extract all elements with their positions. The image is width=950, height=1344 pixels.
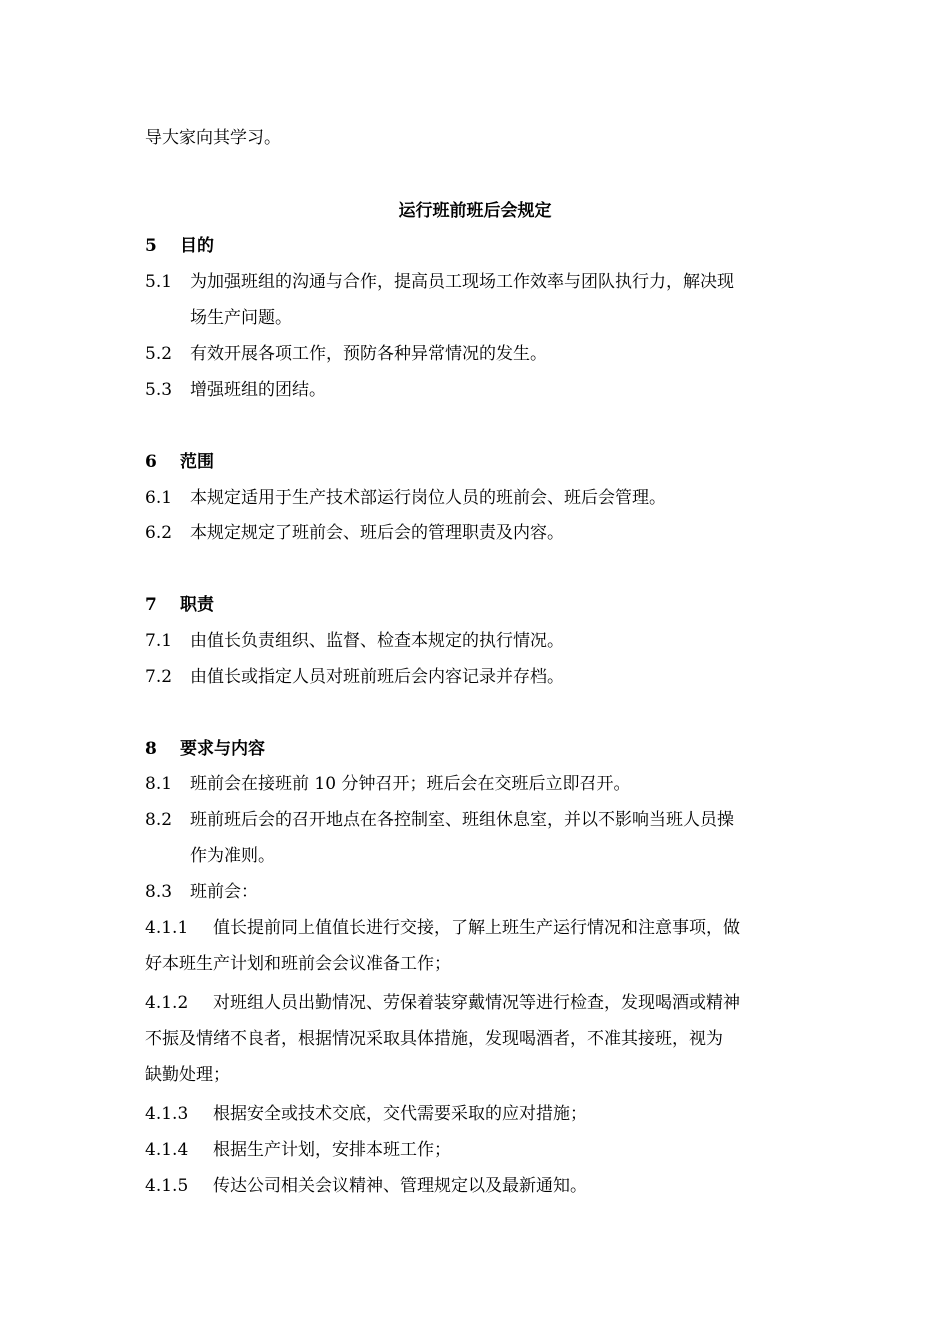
clause-number: 5.1: [145, 272, 173, 292]
clause-number: 8.2: [145, 810, 173, 830]
clause-text: 由值长或指定人员对班前班后会内容记录并存档。: [190, 667, 564, 687]
clause-number: 6.2: [145, 523, 173, 543]
subclause-number: 4.1.4: [145, 1140, 189, 1160]
clause-text: 由值长负责组织、监督、检查本规定的执行情况。: [190, 631, 564, 651]
clause-7-2: [145, 667, 564, 687]
subclause-number: 4.1.2: [145, 993, 189, 1013]
clause-text: 本规定适用于生产技术部运行岗位人员的班前会、班后会管理。: [190, 488, 666, 508]
section-5-heading: [145, 236, 214, 256]
subclause-number: 4.1.3: [145, 1104, 189, 1124]
subclause-text: 传达公司相关会议精神、管理规定以及最新通知。: [213, 1176, 587, 1196]
section-number: 7: [145, 595, 157, 615]
section-number: 8: [145, 739, 157, 759]
clause-text: 为加强班组的沟通与合作，提高员工现场工作效率与团队执行力，解决现: [190, 272, 734, 292]
clause-text: 班前会在接班前 10 分钟召开；班后会在交班后立即召开。: [190, 774, 631, 794]
clause-5-3: [145, 380, 326, 400]
section-number: 6: [145, 452, 157, 472]
subclause-text: 对班组人员出勤情况、劳保着装穿戴情况等进行检查，发现喝酒或精神: [213, 993, 740, 1013]
section-6-heading: [145, 452, 214, 472]
section-title: 目的: [180, 236, 214, 256]
subclause-number: 4.1.5: [145, 1176, 189, 1196]
continuation-text: 导大家向其学习。: [145, 128, 281, 148]
clause-number: 6.1: [145, 488, 173, 508]
clause-8-2: [145, 810, 734, 830]
section-title: 要求与内容: [180, 739, 265, 759]
subclause-text: 根据安全或技术交底，交代需要采取的应对措施；: [213, 1104, 587, 1124]
clause-6-1: [145, 488, 666, 508]
clause-number: 7.1: [145, 631, 173, 651]
clause-7-1: [145, 631, 564, 651]
clause-5-1-continued: 场生产问题。: [190, 308, 292, 328]
subclause-4-1-1: [145, 918, 740, 938]
subclause-4-1-5: [145, 1176, 587, 1196]
subclause-text: 值长提前同上值值长进行交接，了解上班生产运行情况和注意事项，做: [213, 918, 740, 938]
clause-number: 7.2: [145, 667, 173, 687]
clause-text: 班前会：: [190, 882, 258, 902]
subclause-4-1-1-continued: 好本班生产计划和班前会会议准备工作；: [145, 954, 451, 974]
clause-number: 5.2: [145, 344, 173, 364]
subclause-4-1-2-continued-2: 缺勤处理；: [145, 1065, 230, 1085]
clause-number: 8.1: [145, 774, 173, 794]
clause-8-2-continued: 作为准则。: [190, 846, 275, 866]
section-7-heading: [145, 595, 214, 615]
subclause-4-1-2-continued: 不振及情绪不良者，根据情况采取具体措施，发现喝酒者，不准其接班，视为: [145, 1029, 723, 1049]
clause-8-1: [145, 774, 630, 794]
clause-text: 增强班组的团结。: [190, 380, 326, 400]
clause-number: 5.3: [145, 380, 173, 400]
clause-5-1: [145, 272, 734, 292]
section-number: 5: [145, 236, 157, 256]
clause-number: 8.3: [145, 882, 173, 902]
clause-text: 本规定规定了班前会、班后会的管理职责及内容。: [190, 523, 564, 543]
clause-6-2: [145, 523, 564, 543]
subclause-4-1-4: [145, 1140, 451, 1160]
section-title: 范围: [180, 452, 214, 472]
clause-text: 班前班后会的召开地点在各控制室、班组休息室，并以不影响当班人员操: [190, 810, 734, 830]
clause-8-3: [145, 882, 258, 902]
clause-text: 有效开展各项工作，预防各种异常情况的发生。: [190, 344, 547, 364]
subclause-number: 4.1.1: [145, 918, 189, 938]
section-8-heading: [145, 739, 265, 759]
section-title: 职责: [180, 595, 214, 615]
document-title: 运行班前班后会规定: [398, 201, 552, 221]
clause-5-2: [145, 344, 547, 364]
subclause-4-1-2: [145, 993, 740, 1013]
subclause-text: 根据生产计划，安排本班工作；: [213, 1140, 451, 1160]
subclause-4-1-3: [145, 1104, 587, 1124]
